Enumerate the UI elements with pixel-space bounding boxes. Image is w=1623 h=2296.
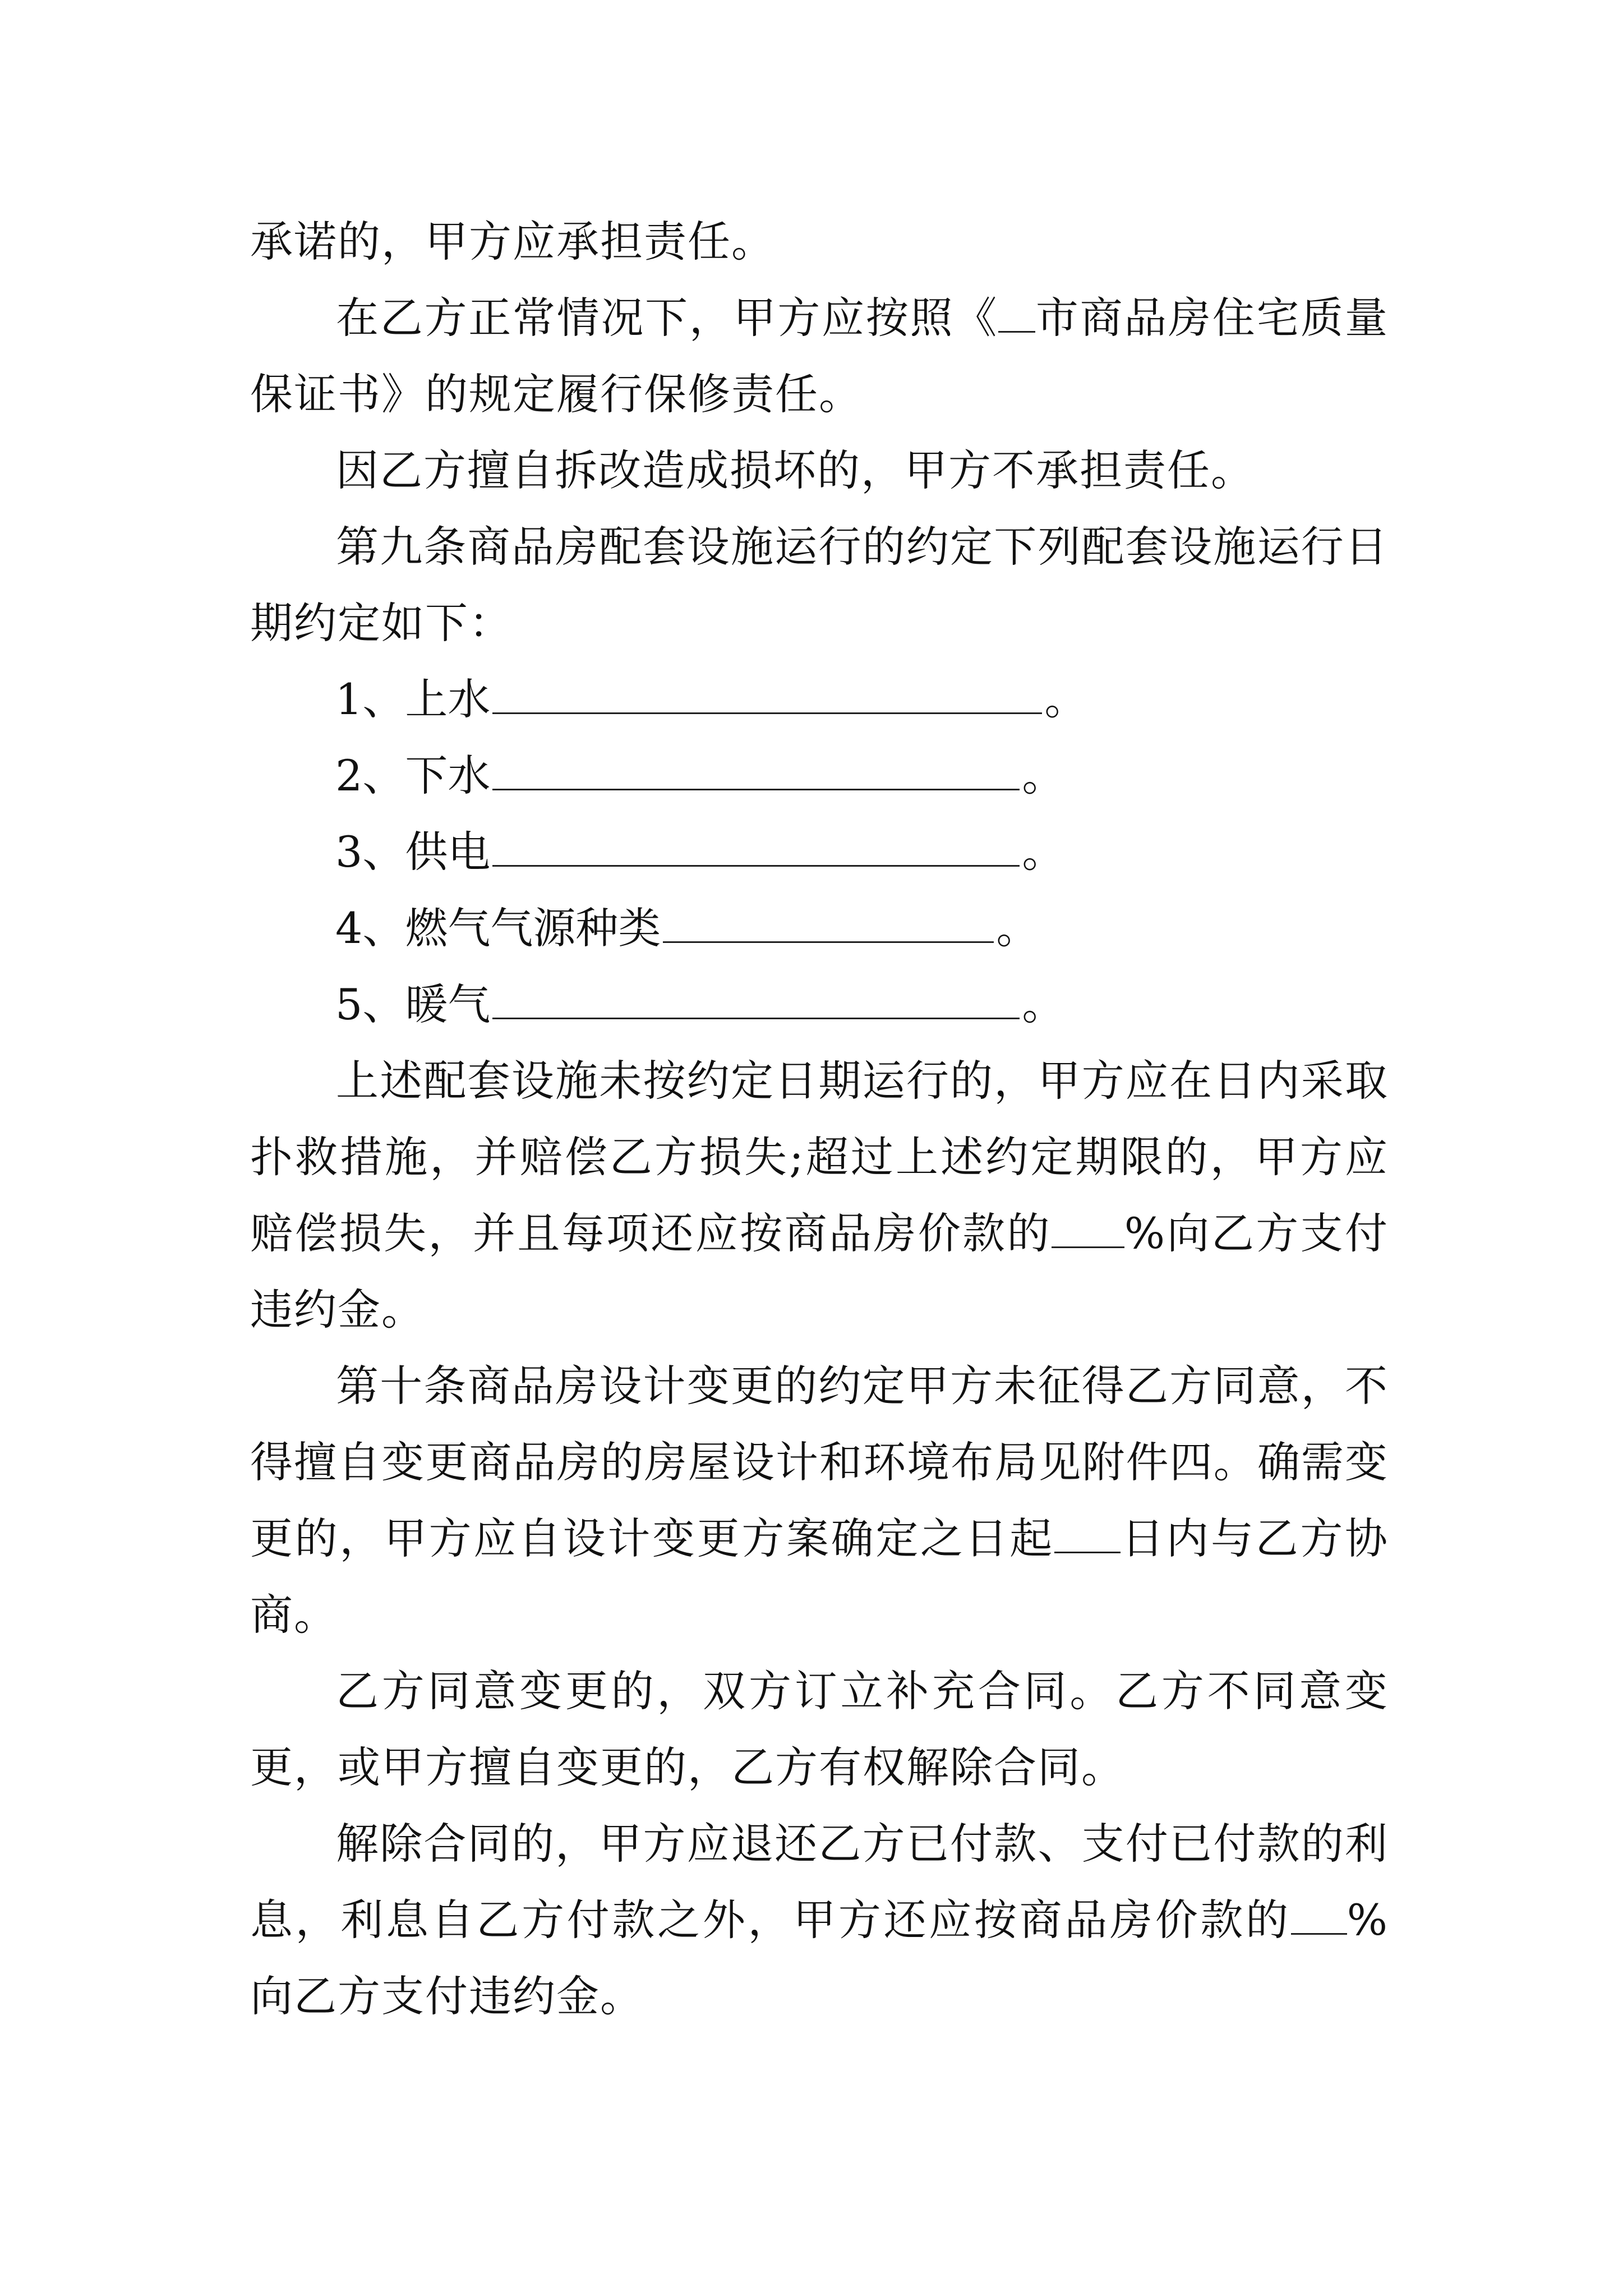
fill-blank	[492, 753, 1020, 790]
fill-blank-city	[998, 295, 1035, 333]
paragraph-text: 日内与乙方协商。	[250, 1513, 1389, 1640]
list-item-power-supply	[335, 814, 1064, 890]
fill-blank-percent	[1052, 1211, 1124, 1248]
paragraph-text: 第十条商品房设计变更的约定甲方未征得乙方同意，不得擅自变更商品房的房屋设计和环境布局见附件四。确需变更的，甲方应自设计变更方案确定之日起	[250, 1361, 1389, 1563]
fill-blank	[492, 982, 1020, 1019]
item-label: 4、燃气气源种类	[335, 903, 661, 953]
item-label: 2、下水	[335, 751, 491, 800]
paragraph-text: 上述配套设施未按约定日期运行的，甲方应在日内采取扑救措施，并赔偿乙方损失;超过上述约定期限的，甲方应赔偿损失，并且每项还应按商品房价款的	[250, 1056, 1389, 1258]
item-label: 5、暖气	[335, 979, 491, 1029]
fill-blank-days	[1054, 1516, 1121, 1553]
paragraph-warranty	[250, 280, 1389, 432]
item-end: 。	[1022, 979, 1065, 1029]
paragraph-change-agreement	[250, 1653, 1389, 1806]
list-item-gas-source	[335, 890, 1039, 967]
item-end: 。	[1044, 674, 1087, 724]
paragraph-text: %向乙方支付违约金。	[250, 1895, 1389, 2021]
item-label: 1、上水	[335, 674, 491, 724]
paragraph-continuation	[250, 204, 1389, 280]
fill-blank-percent	[1291, 1897, 1347, 1935]
list-item-drainage	[335, 738, 1064, 814]
paragraph-termination-refund	[250, 1806, 1389, 2035]
paragraph-text: 承诺的，甲方应承担责任。	[250, 217, 775, 266]
paragraph-facility-delay-penalty	[250, 1043, 1389, 1348]
paragraph-text: 第九条商品房配套设施运行的约定下列配套设施运行日期约定如下：	[250, 522, 1389, 648]
paragraph-text: 在乙方正常情况下，甲方应按照《	[336, 293, 999, 343]
paragraph-text: 市商品房住宅质量保证书》的规定履行保修责任。	[250, 293, 1389, 419]
paragraph-unauthorized-alteration	[250, 432, 1389, 509]
item-end: 。	[1022, 827, 1065, 877]
fill-blank	[492, 677, 1042, 714]
paragraph-article-9	[250, 509, 1389, 661]
item-label: 3、供电	[335, 827, 491, 877]
paragraph-article-10	[250, 1348, 1389, 1653]
paragraph-text: 乙方同意变更的，双方订立补充合同。乙方不同意变更，或甲方擅自变更的，乙方有权解除合同。	[250, 1666, 1389, 1792]
paragraph-text: 解除合同的，甲方应退还乙方已付款、支付已付款的利息，利息自乙方付款之外，甲方还应按商品房价款的	[250, 1819, 1389, 1945]
paragraph-text: 因乙方擅自拆改造成损坏的，甲方不承担责任。	[336, 445, 1255, 495]
fill-blank	[663, 905, 994, 943]
fill-blank	[492, 829, 1020, 867]
paragraph-text: %向乙方支付违约金。	[250, 1208, 1389, 1335]
list-item-heating	[335, 967, 1064, 1043]
list-item-water-supply	[335, 661, 1087, 738]
item-end: 。	[996, 903, 1039, 953]
item-end: 。	[1022, 751, 1065, 800]
